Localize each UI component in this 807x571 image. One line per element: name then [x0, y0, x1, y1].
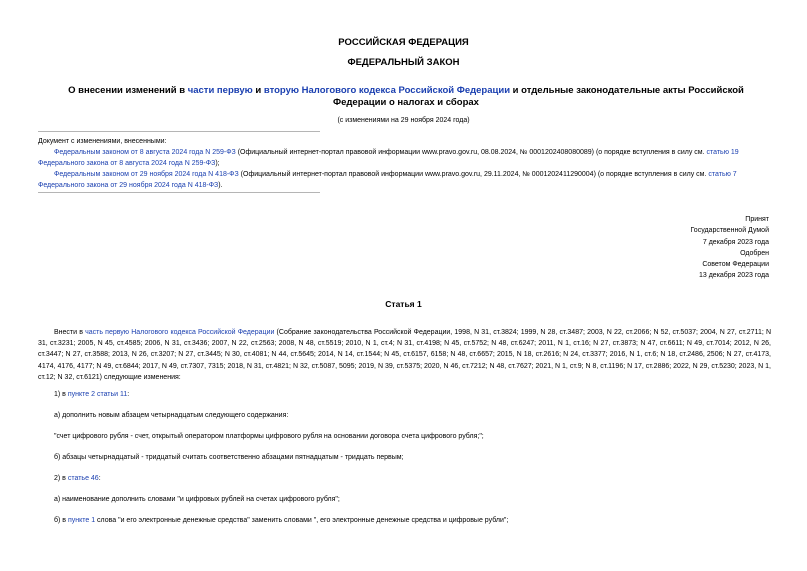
accepted-label: Принят [745, 216, 769, 223]
article-subitem [38, 431, 771, 442]
item-suffix: : [127, 391, 130, 398]
divider-top [38, 131, 320, 132]
subitem-text: а) дополнить новым абзацем четырнадцатым следующего содержания: [54, 412, 289, 419]
divider-bottom [38, 192, 320, 193]
change-text: (Официальный интернет-портал правовой информации www.pravo.gov.ru, 08.08.2024, № 0001202408080089) (о порядке вступления в силу см. [235, 149, 707, 156]
article-intro [38, 327, 771, 383]
change-text: (Официальный интернет-портал правовой информации www.pravo.gov.ru, 29.11.2024, № 0001202411290004) (о порядке вступления в силу см. [238, 171, 709, 178]
intro-text: (Собрание законодательства Российской Федерации, 1998, N 31, ст.3824; 1999, N 28, ст.3487; 2003, N 22, ст.2066; N 52, ст.5037; 2004, N 27, ст.2711; N 31, ст.3231; 2005, N 45, ст.4585; 2006, N 31, ст.3436; 2007, N 22, ст.2563; 2008, N 48, ст.5519; 2010, N 1, ст.4; N 31, ст.4198; N 45, ст.5752; N 48, ст.6247; 2011, N 1, ст.16; N 27, ст.3873; N 47, ст.6611; N 49, ст.7014; 2012, N 26, ст.3447; N 27, ст.3588; 2013, N 26, ст.3207; N 27, ст.3445; N 30, ст.4081; N 44, ст.5645; 2014, N 14, ст.1544; N 45, ст.6157, 6158; N 48, ст.6657; 2015, N 18, ст.2616; N 24, ст.3377; 2016, N 1, ст.6; N 18, ст.2486, 2506; N 27, ст.4173, 4174, 4176, 4177; N 49, ст.6844; 2017, N 49, ст.7307, 7315; 2018, N 31, ст.4821; N 32, ст.5087, 5095; 2019, N 39, ст.5375; 2020, N 46, ст.7212; N 48, ст.7627; 2021, N 1, ст.9; N 8, ст.1196; N 17, ст.2886; 2022, N 29, ст.5230; 2023, N 1, ст.12; N 32, ст.6121) следующие изменения: [38, 329, 771, 381]
change-ref-link[interactable]: статью 7 Федерального закона от 29 ноября 2024 года N 418-ФЗ [38, 171, 737, 189]
law-type-heading: ФЕДЕРАЛЬНЫЙ ЗАКОН [347, 57, 460, 68]
item-link[interactable]: пункте 2 статьи 11 [67, 391, 128, 398]
country-heading: РОССИЙСКАЯ ФЕДЕРАЦИЯ [338, 37, 469, 48]
article-subitem [38, 410, 771, 421]
item-suffix: : [98, 475, 101, 482]
change-law-link[interactable]: Федеральным законом от 8 августа 2024 года N 259-ФЗ [54, 149, 236, 156]
tax-code-part-one-link[interactable]: часть первую Налогового кодекса Российской Федерации [85, 329, 275, 336]
adoption-block [569, 214, 769, 282]
item-prefix: 1) в [54, 391, 68, 398]
council-label: Советом Федерации [702, 261, 769, 269]
duma-date: 7 декабря 2023 года [702, 238, 769, 246]
title-link-part-one[interactable]: части первую [187, 85, 253, 96]
article-intro-paragraph [38, 327, 771, 383]
article-subitem [38, 452, 771, 463]
approved-label: Одобрен [740, 249, 769, 257]
subitem-text: "счет цифрового рубля - счет, открытый оператором платформы цифрового рубля на основании договора счета цифрового рубля;"; [54, 433, 484, 440]
article-item-1 [38, 389, 771, 400]
changes-block [38, 136, 772, 191]
subitem-text: а) наименование дополнить словами "и цифровых рублей на счетах цифрового рубля"; [54, 496, 340, 503]
title-link-part-two[interactable]: вторую Налогового кодекса Российской Федерации [263, 85, 511, 96]
change-ref-link[interactable]: статью 19 Федерального закона от 8 августа 2024 года N 259-ФЗ [38, 149, 739, 167]
article-item-2 [38, 473, 771, 484]
article-subitem [38, 494, 771, 505]
title-mid: и [252, 85, 264, 96]
duma-label: Государственной Думой [690, 227, 769, 235]
change-tail: ). [218, 182, 223, 189]
article-heading: Статья 1 [385, 299, 422, 309]
article-subitem [38, 515, 771, 526]
change-item [38, 147, 772, 169]
title-suffix: и отдельные законодательные акты Российской Федерации о налогах и сборах [333, 85, 744, 108]
item-prefix: 2) в [54, 475, 68, 482]
subitem-suffix: слова "и его электронные денежные средства" заменить словами ", его электронные денежные средства и цифровые рубли"; [95, 517, 509, 524]
title-prefix: О внесении изменений в [68, 85, 188, 96]
changes-intro: Документ с изменениями, внесенными: [38, 138, 167, 145]
subitem-prefix: б) в [54, 517, 68, 524]
change-law-link[interactable]: Федеральным законом от 29 ноября 2024 года N 418-ФЗ [54, 171, 239, 178]
change-item [38, 169, 772, 191]
document-title [50, 85, 762, 109]
edition-note: (с изменениями на 29 ноября 2024 года) [337, 117, 470, 124]
subitem-link[interactable]: пункте 1 [67, 517, 96, 524]
subitem-text: б) абзацы четырнадцатый - тридцатый считать соответственно абзацами пятнадцатым - тридцать первым; [54, 454, 404, 461]
intro-prefix: Внести в [54, 329, 86, 336]
change-tail: ); [215, 160, 220, 167]
item-link[interactable]: статье 46 [67, 475, 99, 482]
council-date: 13 декабря 2023 года [698, 272, 769, 280]
